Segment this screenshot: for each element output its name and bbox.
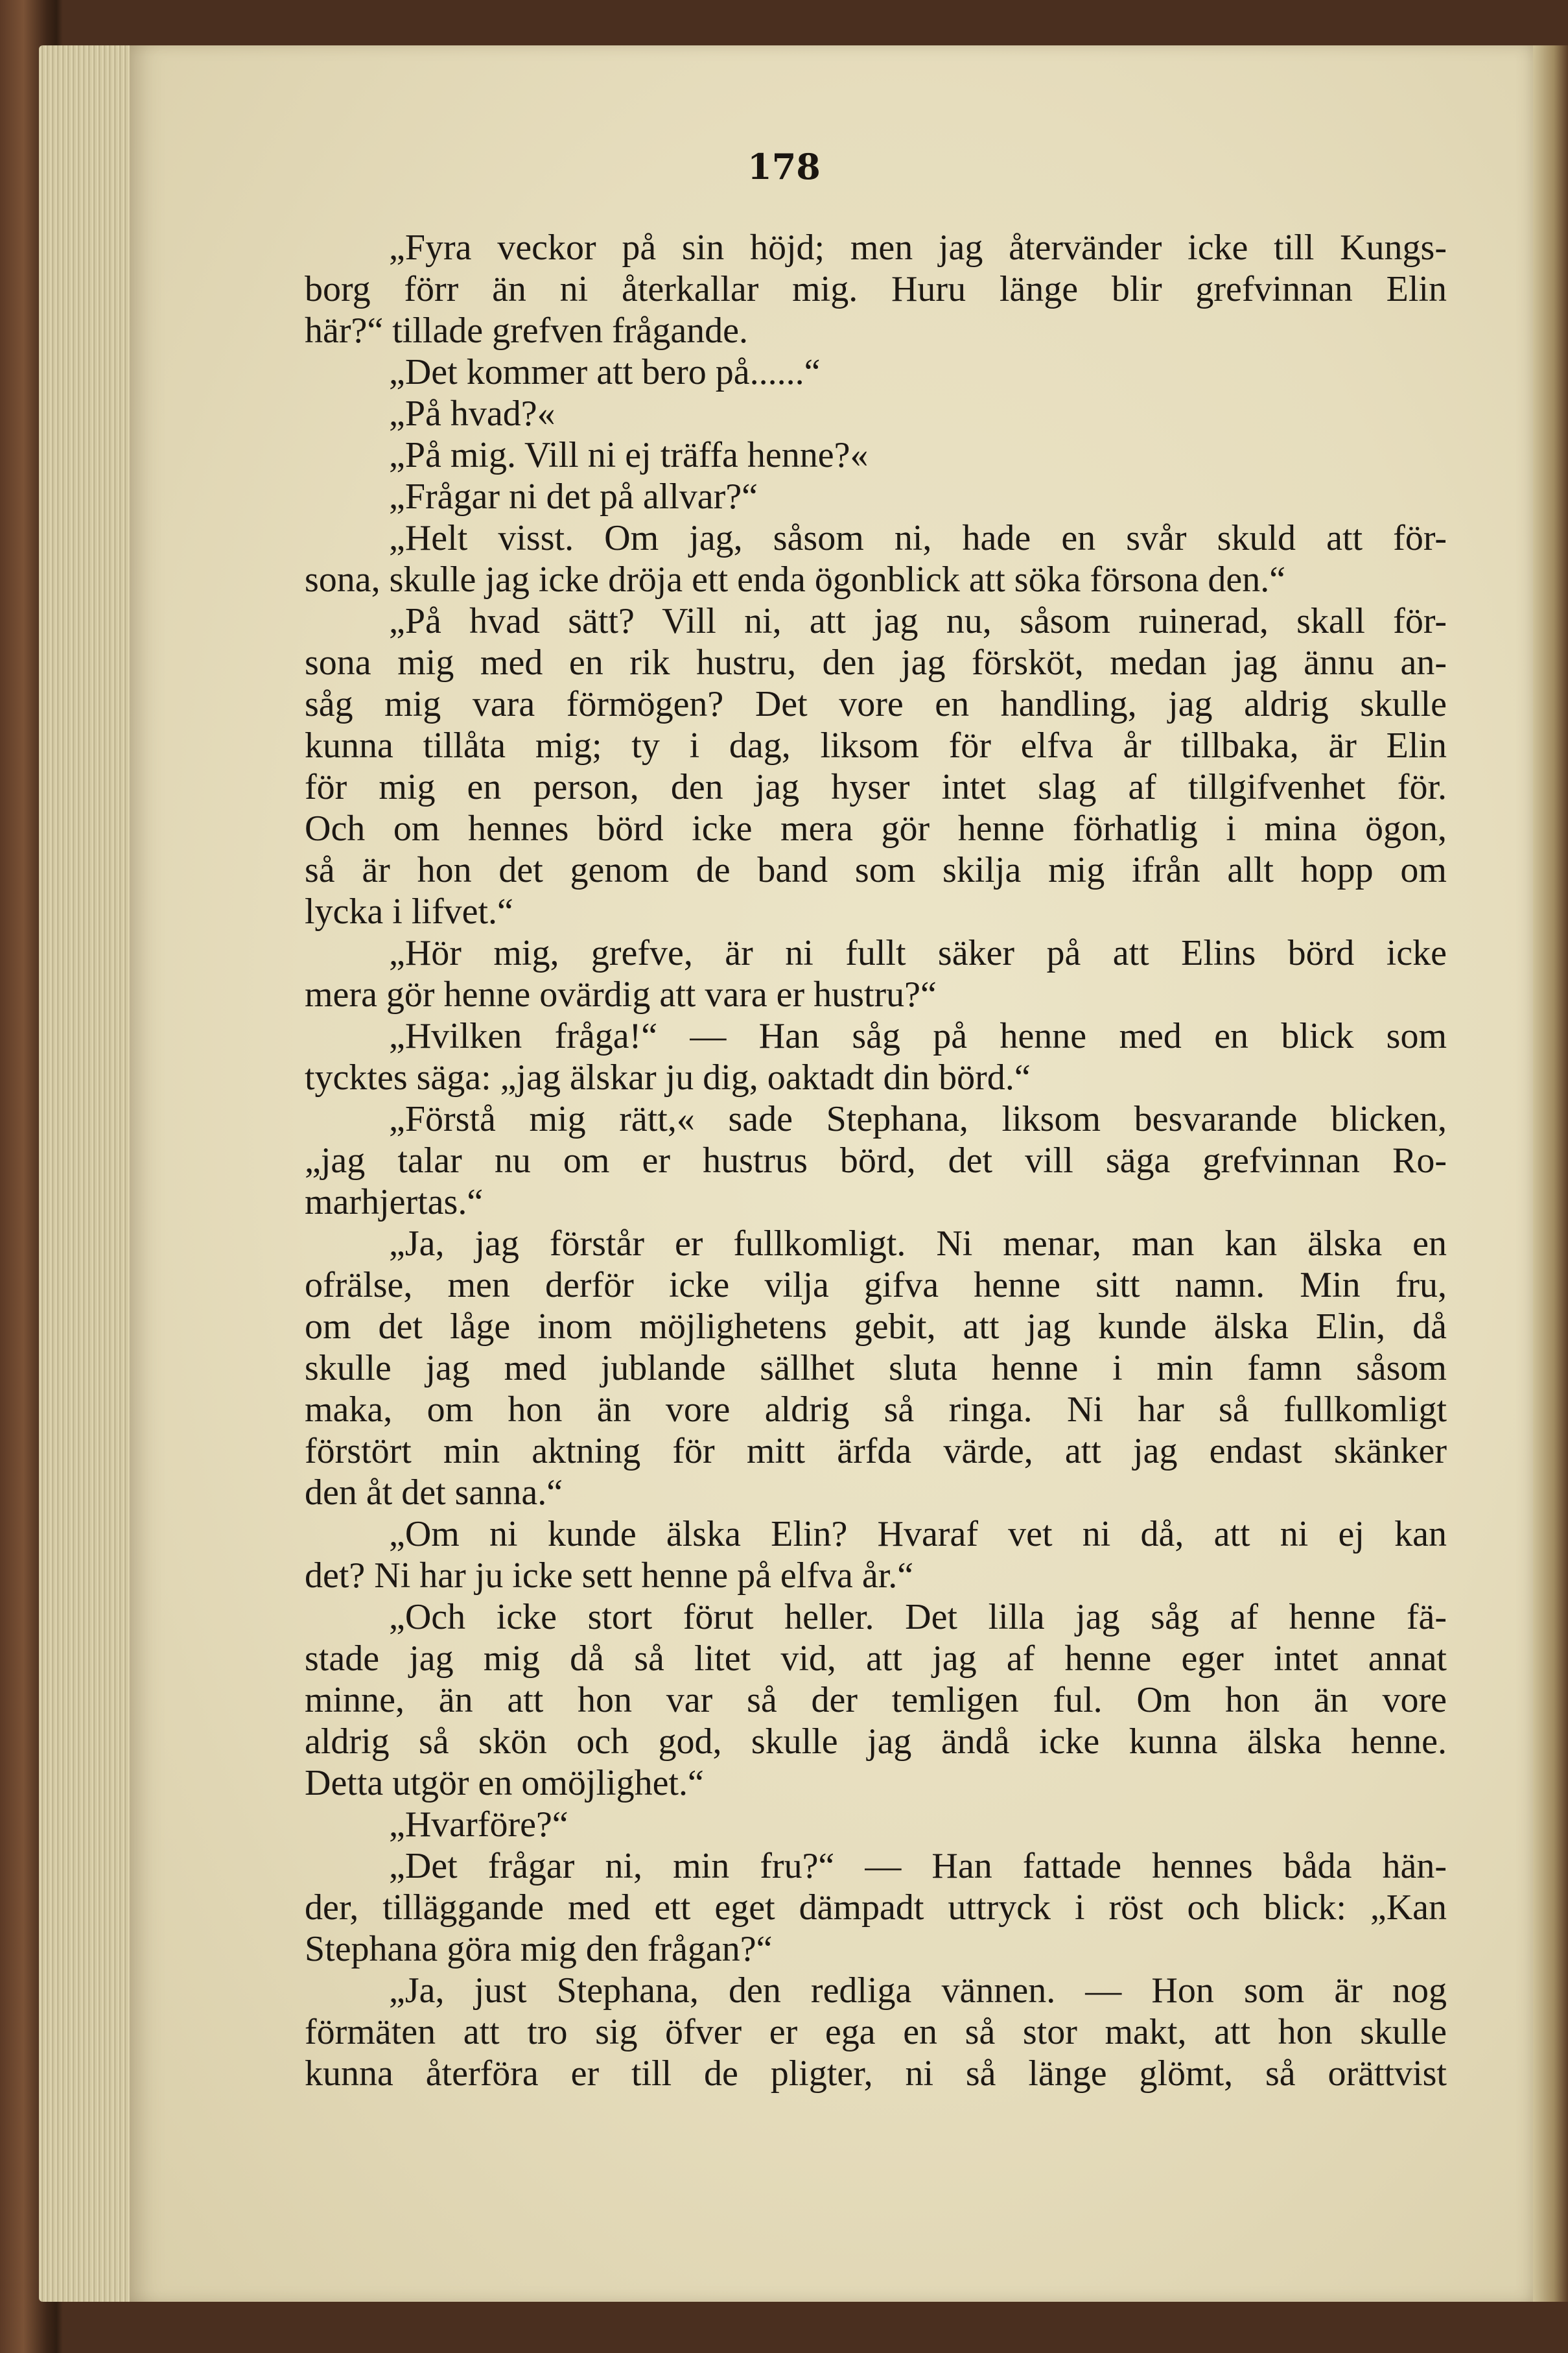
text-line: marhjertas.“ [305,1182,484,1222]
page-right-edge [1533,45,1568,2302]
text-line: så är hon det genom de band som skilja mig ifrån allt hopp om [305,850,1447,890]
text-line: den åt det sanna.“ [305,1472,563,1513]
text-line: såg mig vara förmögen? Det vore en handling, jag aldrig skulle [305,684,1447,724]
text-line: förmäten att tro sig öfver er ega en så stor makt, att hon skulle [305,2012,1447,2052]
text-line: „Frågar ni det på allvar?“ [389,477,758,517]
text-line: här?“ tillade grefven frågande. [305,311,749,351]
text-line: aldrig så skön och god, skulle jag ändå icke kunna älska henne. [305,1721,1447,1762]
text-line: det? Ni har ju icke sett henne på elfva år.“ [305,1555,914,1596]
text-line: skulle jag med jublande sällhet sluta henne i min famn såsom [305,1348,1447,1388]
text-line: „Ja, jag förstår er fullkomligt. Ni menar, man kan älska en [389,1224,1447,1264]
text-line: „Och icke stort förut heller. Det lilla jag såg af henne fä- [389,1597,1447,1637]
text-line: „På mig. Vill ni ej träffa henne?« [389,435,869,475]
text-line: ofrälse, men derför icke vilja gifva henne sitt namn. Min fru, [305,1265,1447,1305]
text-line: „Helt visst. Om jag, såsom ni, hade en svår skuld att för- [389,518,1447,558]
text-line: borg förr än ni återkallar mig. Huru länge blir grefvinnan Elin [305,269,1447,309]
text-line: kunna tillåta mig; ty i dag, liksom för elfva år tillbaka, är Elin [305,726,1447,766]
text-line: „jag talar nu om er hustrus börd, det vill säga grefvinnan Ro- [305,1141,1447,1181]
text-line: sona, skulle jag icke dröja ett enda ögonblick att söka försona den.“ [305,560,1286,600]
text-line: „På hvad sätt? Vill ni, att jag nu, såsom ruinerad, skall för- [389,601,1447,641]
text-line: sona mig med en rik hustru, den jag försköt, medan jag ännu an- [305,643,1447,683]
text-line: „På hvad?« [389,394,556,434]
text-line: der, tilläggande med ett eget dämpadt uttryck i röst och blick: „Kan [305,1887,1447,1928]
text-line: „Det kommer att bero på......“ [389,352,821,392]
text-line: „Det frågar ni, min fru?“ — Han fattade hennes båda hän- [389,1846,1447,1886]
text-line: om det låge inom möjlighetens gebit, att jag kunde älska Elin, då [305,1307,1447,1347]
text-line: „Förstå mig rätt,« sade Stephana, liksom besvarande blicken, [389,1099,1447,1139]
text-line: „Om ni kunde älska Elin? Hvaraf vet ni då, att ni ej kan [389,1514,1447,1554]
page-edges [39,45,136,2302]
text-line: „Ja, just Stephana, den redliga vännen. — Hon som är nog [389,1970,1447,2011]
text-line: tycktes säga: „jag älskar ju dig, oaktadt din börd.“ [305,1058,1031,1098]
text-line: Stephana göra mig den frågan?“ [305,1929,773,1969]
text-line: Och om hennes börd icke mera gör henne förhatlig i mina ögon, [305,809,1447,849]
text-line: lycka i lifvet.“ [305,892,513,932]
text-line: minne, än att hon var så der temligen ful. Om hon än vore [305,1680,1447,1720]
text-line: maka, om hon än vore aldrig så ringa. Ni har så fullkomligt [305,1389,1447,1430]
text-line: för mig en person, den jag hyser intet slag af tillgifvenhet för. [305,767,1447,807]
body-text [305,227,1447,2094]
text-line: „Hör mig, grefve, är ni fullt säker på att Elins börd icke [389,933,1447,973]
text-line: „Fyra veckor på sin höjd; men jag återvänder icke till Kungs- [389,228,1447,268]
text-line: förstört min aktning för mitt ärfda värde, att jag endast skänker [305,1431,1447,1471]
text-line: stade jag mig då så litet vid, att jag af henne eger intet annat [305,1638,1447,1679]
text-line: „Hvarföre?“ [389,1804,568,1845]
text-line: kunna återföra er till de pligter, ni så länge glömt, så orättvist [305,2053,1447,2094]
text-line: „Hvilken fråga!“ — Han såg på henne med en blick som [389,1016,1447,1056]
text-line: Detta utgör en omöjlighet.“ [305,1763,704,1803]
text-line: mera gör henne ovärdig att vara er hustru?“ [305,975,937,1015]
page-number: 178 [747,146,821,187]
